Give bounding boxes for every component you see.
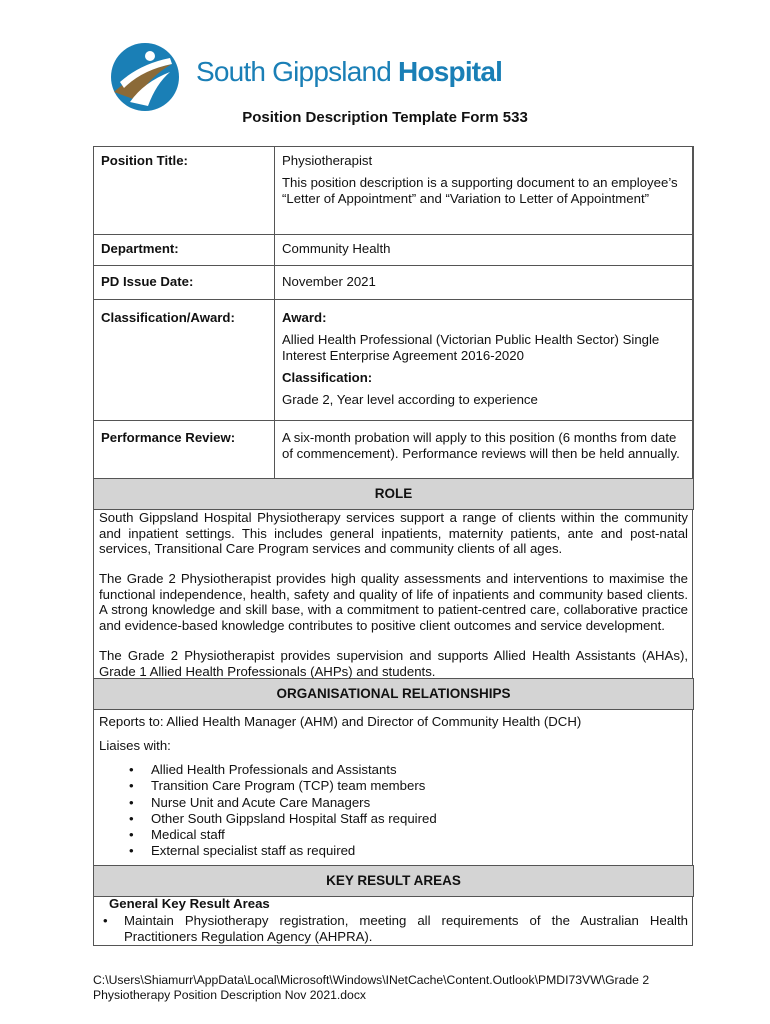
classification-label: Classification/Award: <box>94 300 275 421</box>
performance-review-label: Performance Review: <box>94 421 275 487</box>
list-item: • External specialist staff as required <box>129 843 437 859</box>
kra-list-item <box>103 913 688 945</box>
role-heading: ROLE <box>93 478 694 510</box>
hospital-name: South Gippsland Hospital <box>196 56 503 87</box>
general-kra-subheading: General Key Result Areas <box>109 896 270 911</box>
position-details-table <box>93 146 694 487</box>
footer-line-2: Physiotherapy Position Description Nov 2021.docx <box>93 988 367 1002</box>
department-label: Department: <box>94 235 275 266</box>
performance-review-value: A six-month probation will apply to this position (6 months from date of commencement). Performance reviews will then be held annually. <box>275 421 694 487</box>
classification-cell <box>275 300 694 421</box>
row-performance-review <box>94 421 694 487</box>
document-title: Position Description Template Form 533 <box>242 109 528 126</box>
position-title-cell <box>275 147 694 235</box>
kra-item-text: Maintain Physiotherapy registration, meeting all requirements of the Australian Health Practitioners Regulation Agency (AHPRA). <box>124 913 688 944</box>
hospital-logo-icon <box>100 42 190 112</box>
issue-date-label: PD Issue Date: <box>94 266 275 300</box>
award-label: Award: <box>282 310 327 325</box>
row-department <box>94 235 694 266</box>
bullet-icon: • <box>103 913 108 928</box>
liaises-with-label: Liaises with: <box>99 738 171 753</box>
list-item: • Allied Health Professionals and Assistants <box>129 762 437 778</box>
reports-to: Reports to: Allied Health Manager (AHM) and Director of Community Health (DCH) <box>99 714 582 729</box>
position-title-label: Position Title: <box>94 147 275 235</box>
org-relationships-heading: ORGANISATIONAL RELATIONSHIPS <box>93 678 694 710</box>
list-item: • Transition Care Program (TCP) team members <box>129 778 437 794</box>
position-title-note: This position description is a supporting document to an employee’s “Letter of Appointment” and “Variation to Letter of Appointment” <box>282 175 678 206</box>
key-result-areas-heading: KEY RESULT AREAS <box>93 865 694 897</box>
liaison-list <box>129 762 437 860</box>
role-paragraph-3: The Grade 2 Physiotherapist provides supervision and supports Allied Health Assistants (AHAs), Grade 1 Allied Health Professionals (AHPs) and students. <box>99 648 688 679</box>
list-item: • Medical staff <box>129 827 437 843</box>
row-classification <box>94 300 694 421</box>
row-issue-date <box>94 266 694 300</box>
classification-sublabel: Classification: <box>282 370 373 385</box>
row-position-title <box>94 147 694 235</box>
footer-line-1: C:\Users\Shiamurr\AppData\Local\Microsoft\Windows\INetCache\Content.Outlook\PMDI73VW\Grade 2 <box>93 973 650 987</box>
classification-value: Grade 2, Year level according to experience <box>282 392 538 407</box>
list-item: • Other South Gippsland Hospital Staff as required <box>129 811 437 827</box>
issue-date-value: November 2021 <box>275 266 694 300</box>
list-item: • Nurse Unit and Acute Care Managers <box>129 795 437 811</box>
role-paragraph-2: The Grade 2 Physiotherapist provides high quality assessments and interventions to maximise the functional independence, health, safety and quality of life of inpatients and community based clients. A strong knowledge and skill base, with a commitment to patient-centred care, collaborative practice and evidence-based knowledge contributes to positive client outcomes and service development. <box>99 571 688 633</box>
department-value: Community Health <box>275 235 694 266</box>
position-title-value: Physiotherapist <box>282 153 373 168</box>
role-paragraph-1: South Gippsland Hospital Physiotherapy services support a range of clients within the community and inpatient settings. This includes general inpatients, maternity patients, ante and post-natal services, Transitional Care Program services and community clients of all ages. <box>99 510 688 556</box>
file-path-footer <box>93 973 713 1003</box>
award-value: Allied Health Professional (Victorian Public Health Sector) Single Interest Enterprise Agreement 2016-2020 <box>282 332 660 363</box>
hospital-logo <box>100 42 520 114</box>
